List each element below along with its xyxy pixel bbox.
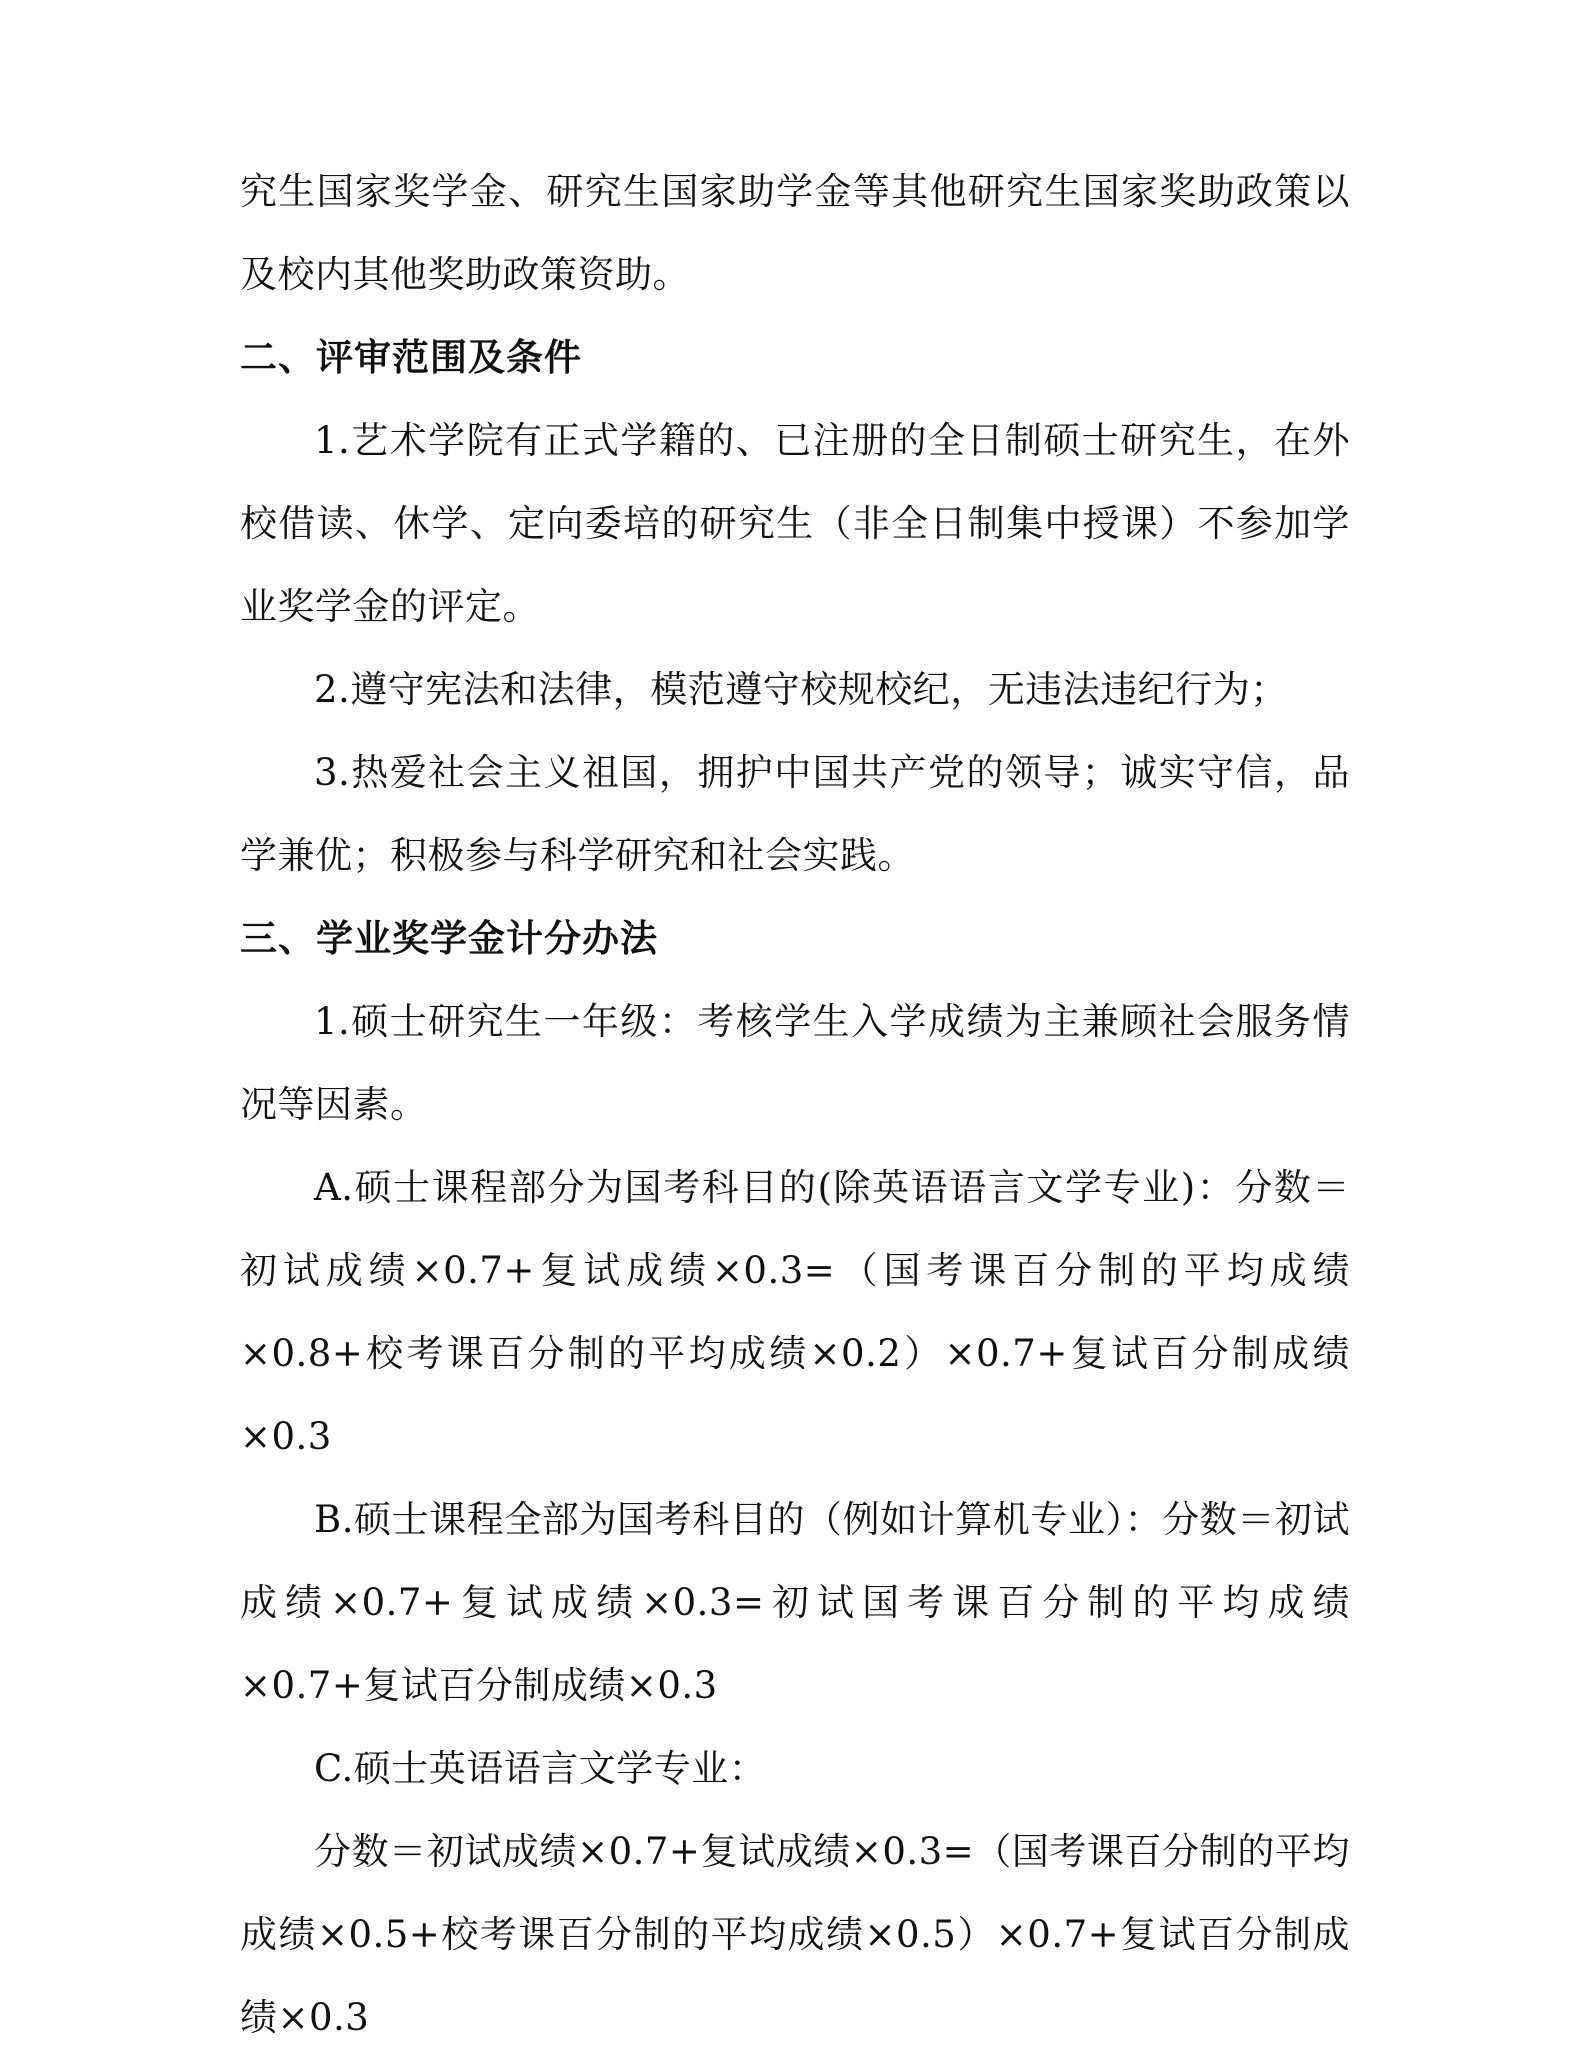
section-heading-3: 三、学业奖学金计分办法 — [240, 917, 658, 960]
paragraph-criterion-1: 1.艺术学院有正式学籍的、已注册的全日制硕士研究生，在外校借读、休学、定向委培的研究生（非全日制集中授课）不参加学业奖学金的评定。 — [240, 419, 1350, 628]
document-body — [240, 150, 1350, 2059]
paragraph-scoring-1: 1.硕士研究生一年级：考核学生入学成绩为主兼顾社会服务情况等因素。 — [240, 1000, 1350, 1126]
paragraph-scoring-a: A.硕士课程部分为国考科目的(除英语语言文学专业)：分数＝初试成绩×0.7+复试成绩×0.3=（国考课百分制的平均成绩×0.8+校考课百分制的平均成绩×0.2）×0.7+复试百分制成绩×0.3 — [240, 1166, 1350, 1458]
paragraph-scoring-c: C.硕士英语语言文学专业： — [314, 1747, 767, 1790]
paragraph-criterion-2: 2.遵守宪法和法律，模范遵守校规校纪，无违法违纪行为； — [314, 668, 1288, 711]
paragraph-scoring-c-formula: 分数＝初试成绩×0.7+复试成绩×0.3=（国考课百分制的平均成绩×0.5+校考课百分制的平均成绩×0.5）×0.7+复试百分制成绩×0.3 — [240, 1830, 1350, 2039]
paragraph-scoring-b: B.硕士课程全部为国考科目的（例如计算机专业）：分数＝初试成绩×0.7+复试成绩×0.3=初试国考课百分制的平均成绩×0.7+复试百分制成绩×0.3 — [240, 1498, 1350, 1707]
paragraph-criterion-3: 3.热爱社会主义祖国，拥护中国共产党的领导；诚实守信，品学兼优；积极参与科学研究和社会实践。 — [240, 751, 1350, 877]
section-heading-2: 二、评审范围及条件 — [240, 336, 582, 379]
paragraph-intro-continuation: 究生国家奖学金、研究生国家助学金等其他研究生国家奖助政策以及校内其他奖助政策资助。 — [240, 170, 1350, 296]
